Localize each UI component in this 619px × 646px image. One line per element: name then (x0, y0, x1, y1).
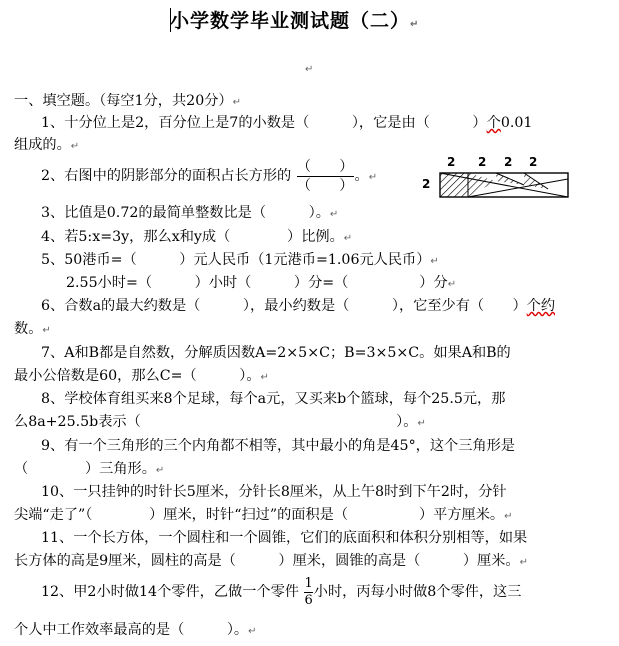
fig-top-label: 2 (478, 155, 487, 169)
question-5-cont: 2.55小时=（ ）小时（ ）分=（ ）分↵ (66, 275, 457, 291)
shaded-region (440, 173, 468, 197)
question-2: 2、右图中的阴影部分的面积占长方形的 $\frac{( )}{( )}$ 。↵ (41, 158, 378, 194)
question-3: 3、比值是0.72的最简单整数比是（ ）。↵ (41, 205, 339, 221)
question-11-cont: 长方体的高是9厘米，圆柱的高是（ ）厘米，圆锥的高是（ ）厘米。↵ (14, 553, 528, 569)
question-1-cont: 组成的。↵ (14, 137, 80, 153)
fraction-one-sixth: $\frac{1}{6}$ (304, 575, 313, 608)
question-7: 7、A和B都是自然数，分解质因数A=2×5×C；B=3×5×C。如果A和B的 (41, 345, 511, 361)
question-4: 4、若5:x=3y，那么x和y成（ ）比例。↵ (41, 229, 353, 245)
question-12-cont: 个人中工作效率最高的是（ ）。↵ (14, 622, 257, 638)
question-1: 1、十分位上是2，百分位上是7的小数是（ ），它是由（ ）个0.01 (41, 115, 533, 131)
question-5: 5、50港币=（ ）元人民币（1元港币=1.06元人民币）↵ (41, 252, 439, 268)
shaded-rectangle-figure (420, 153, 605, 199)
fig-top-label: 2 (447, 155, 456, 169)
question-10-cont: 尖端“走了”（ ）厘米，时针“扫过”的面积是（ ）平方厘米。↵ (14, 507, 513, 523)
question-9: 9、有一个三角形的三个内角都不相等，其中最小的角是45°，这个三角形是 (41, 438, 515, 454)
fig-top-label: 2 (504, 155, 513, 169)
question-6-cont: 数。↵ (14, 321, 51, 337)
fig-top-label: 2 (529, 155, 538, 169)
question-10: 10、一只挂钟的时针长5厘米，分针长8厘米，从上午8时到下午2时，分针 (41, 484, 507, 500)
question-9-cont: （ ）三角形。↵ (14, 461, 165, 477)
question-11: 11、一个长方体，一个圆柱和一个圆锥，它们的底面积和体积分别相等，如果 (41, 530, 528, 546)
question-6: 6、合数a的最大约数是（ ），最小约数是（ ），它至少有（ ）个约 (41, 298, 556, 314)
question-8: 8、学校体育组买来8个足球，每个a元，又买来b个篮球，每个25.5元，那 (41, 391, 506, 407)
section-heading: 一、填空题。（每空1分，共20分）↵ (14, 93, 241, 109)
question-8-cont: 么8a+25.5b表示（ ）。↵ (14, 414, 426, 430)
empty-paragraph: ↵ (305, 64, 314, 75)
answer-fraction: $\frac{( )}{( )}$ (296, 158, 354, 194)
shaded-region (468, 173, 496, 197)
question-7-cont: 最小公倍数是60，那么C=（ ）。↵ (14, 368, 269, 384)
question-12: 12、甲2小时做14个零件，乙做一个零件 $\frac{1}{6}$ 小时，丙每小时做8个零件，这三 (41, 575, 522, 608)
fig-left-label: 2 (422, 177, 431, 191)
page-title: 小学数学毕业测试题（二）↵ (170, 10, 420, 32)
